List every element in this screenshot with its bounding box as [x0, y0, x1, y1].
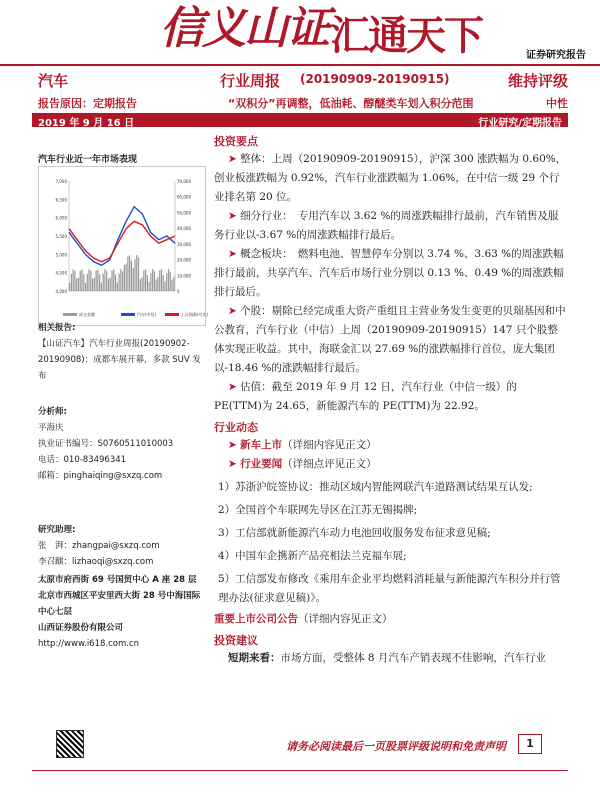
point-stocks: ➤ 个股：剔除已经完成重大资产重组且主营业务发生变更的贝瑞基因和中公教育，汽车行业（中信）上周（20190909-20190915）147 只个股整体实现正收益。其中，海联金汇以 27.69 %的涨跌幅排行首位，庞大集团以-18.46 %的涨跌幅排行最后。 [214, 305, 566, 374]
analyst-name: 平海庆 [38, 423, 64, 433]
volume-bar [85, 283, 86, 291]
volume-bar [141, 277, 142, 291]
industry-news-heading: 行业要闻 [240, 458, 283, 470]
company-name: 山西证券股份有限公司 [38, 623, 124, 633]
analyst-block [38, 404, 206, 484]
header-banner [0, 0, 600, 60]
news-item-3: 3）工信部就新能源汽车动力电池回收服务发布征求意见稿; [218, 527, 491, 539]
report-subhead-row [38, 95, 568, 113]
volume-bar [163, 275, 164, 291]
address-1: 太原市府西街 69 号国贸中心 A 座 28 层 [38, 575, 197, 585]
analyst-license: 执业证书编号：S0760511010003 [38, 439, 174, 449]
analyst-email[interactable]: 邮箱：pinghaiqing@sxzq.com [38, 471, 163, 481]
volume-bar [166, 273, 167, 291]
y-tick-right: 50,000 [177, 210, 191, 216]
slogan-right: 汇通天下 [330, 12, 482, 59]
y-tick-left: 6,500 [55, 197, 67, 203]
volume-bar [88, 269, 89, 291]
legend-swatch [121, 313, 135, 316]
y-tick-left: 5,500 [55, 234, 67, 239]
volume-bar [154, 272, 155, 291]
news-item-1: 1）苏浙沪皖签协议：推动区域内智能网联汽车道路测试结果互认发; [218, 481, 533, 493]
volume-bar [149, 282, 150, 291]
volume-bar [140, 279, 141, 291]
report-type: 行业周报 [220, 72, 281, 90]
y-tick-right: 40,000 [177, 226, 191, 232]
triangle-icon: ➤ [228, 305, 241, 317]
market-performance-chart [38, 166, 209, 326]
point-concept: ➤ 概念板块： 燃料电池、智慧停车分别以 3.74 %、3.63 %的周涨跌幅排行最前，共享汽车、汽车后市场行业分别以 0.13 %、0.49 %的周涨跌幅排行最后。 [214, 248, 564, 298]
volume-bar [126, 263, 127, 291]
company-website[interactable]: http://www.i618.com.cn [38, 639, 140, 649]
triangle-icon: ➤ [228, 153, 241, 165]
legend-label: 成交金额 [79, 312, 95, 317]
volume-bar [69, 283, 70, 291]
assistant-2[interactable]: 李召麒：lizhaoqi@sxzq.com [38, 557, 154, 567]
invest-advice-title: 投资建议 [214, 634, 258, 647]
point-overall: ➤ 整体：上周（20190909-20190915），沪深 300 涨跌幅为 0.60%，创业板涨跌幅为 0.92%，汽车行业涨跌幅为 1.06%，在中信一级 29 个行业排名第 20 位。 [214, 153, 567, 203]
y-tick-left: 5,000 [55, 252, 67, 258]
series-line [69, 221, 175, 261]
page-number: 1 [518, 734, 542, 754]
company-announce-heading: 重要上市公司公告 [214, 613, 298, 625]
new-car-heading: 新车上市 [240, 439, 283, 451]
volume-bar [78, 278, 79, 291]
triangle-icon: ➤ [228, 458, 241, 470]
research-assistants [38, 522, 206, 570]
report-reason: 报告原因：定期报告 [38, 97, 137, 110]
volume-bar [71, 274, 72, 291]
volume-bar [76, 278, 77, 291]
short-term-text: 市场方面，受整体 8 月汽车产销表现不佳影响，汽车行业 [280, 652, 546, 664]
header-divider [0, 64, 600, 66]
volume-bar [94, 278, 95, 291]
volume-bar [101, 283, 102, 291]
volume-bar [92, 279, 93, 291]
date-bar [32, 113, 568, 127]
volume-bar [127, 256, 128, 291]
volume-bar [117, 282, 118, 291]
y-tick-right: 30,000 [177, 241, 191, 247]
industry-news-line [214, 455, 568, 474]
volume-bar [164, 282, 165, 291]
volume-bar [104, 269, 105, 291]
triangle-icon: ➤ [228, 439, 241, 451]
y-tick-right: 0 [177, 289, 180, 294]
volume-bar [152, 269, 153, 291]
analyst-phone: 电话：010-83496341 [38, 455, 127, 465]
main-content [214, 132, 568, 668]
volume-bar [103, 274, 104, 291]
volume-bar [168, 269, 169, 291]
volume-bar [129, 255, 130, 291]
volume-bar [131, 261, 132, 291]
y-tick-left: 4,000 [55, 289, 67, 294]
y-tick-right: 10,000 [177, 273, 191, 279]
volume-bar [147, 275, 148, 291]
volume-bar [120, 269, 121, 291]
volume-bar [115, 275, 116, 291]
legend-label: 汽车(中信) [137, 312, 157, 317]
volume-bar [161, 270, 162, 291]
volume-bar [110, 278, 111, 291]
assistant-1[interactable]: 张 湃：zhangpai@sxzq.com [38, 541, 160, 551]
volume-bar [80, 271, 81, 291]
volume-bar [143, 270, 144, 291]
volume-bar [106, 271, 107, 291]
y-tick-left: 4,500 [55, 270, 67, 276]
sector-name: 汽车 [38, 72, 69, 90]
volume-bar [118, 273, 119, 291]
y-tick-right: 70,000 [177, 179, 191, 184]
volume-bar [90, 271, 91, 291]
triangle-icon: ➤ [228, 248, 241, 260]
related-reports [38, 320, 206, 384]
department-label: 证券研究报告 [526, 50, 586, 61]
volume-bar [156, 279, 157, 291]
rating-value: 中性 [546, 97, 568, 110]
volume-bar [171, 280, 172, 291]
volume-bar [111, 271, 112, 291]
volume-bar [96, 271, 97, 291]
triangle-icon: ➤ [228, 210, 241, 222]
volume-bar [138, 257, 139, 291]
news-item-2: 2）全国首个车联网先导区在江苏无锡揭牌; [218, 504, 418, 516]
y-tick-right: 20,000 [177, 257, 191, 263]
new-car-note: （详细内容见正文） [282, 439, 377, 451]
rating-label: 维持评级 [507, 72, 568, 90]
industry-news-note: （详细点评见正文） [282, 458, 377, 470]
short-term-para [214, 649, 568, 668]
report-category: 行业研究/定期报告 [478, 118, 562, 129]
news-item-5: 5）工信部发布修改《乘用车企业平均燃料消耗量与新能源汽车积分并行管理办法(征求意见稿)》。 [218, 573, 561, 604]
volume-bar [74, 271, 75, 291]
short-term-label: 短期来看： [228, 652, 281, 664]
volume-bar [122, 271, 123, 291]
volume-bar [133, 268, 134, 291]
volume-bar [108, 279, 109, 291]
slogan-left: 信义山证 [160, 3, 328, 54]
triangle-icon: ➤ [228, 381, 241, 393]
report-date: 2019 年 9 月 16 日 [38, 118, 135, 129]
industry-dynamics-title: 行业动态 [214, 421, 258, 434]
chart-title: 汽车行业近一年市场表现 [38, 155, 138, 165]
legend-label: 上证指数(对比) [181, 312, 209, 317]
volume-bar [73, 269, 74, 291]
invest-points-title: 投资要点 [214, 135, 258, 148]
company-announce-line [214, 610, 568, 629]
qr-code-icon [56, 730, 84, 758]
legend-swatch [165, 313, 179, 316]
volume-bar [81, 269, 82, 291]
address-2: 北京市西城区平安里西大街 28 号中海国际中心七层 [38, 591, 201, 617]
volume-bar [145, 269, 146, 291]
volume-bar [150, 273, 151, 291]
chart-svg [39, 167, 209, 325]
volume-bar [134, 259, 135, 291]
volume-bar [157, 277, 158, 291]
news-item-4: 4）中国车企携新产品亮相法兰克福车展; [218, 550, 407, 562]
point-subsector: ➤ 细分行业： 专用汽车以 3.62 %的周涨跌幅排行最前，汽车销售及服务行业以-3.67 %的周涨跌幅排行最后。 [214, 210, 559, 241]
report-meta-row [38, 70, 568, 92]
legend-swatch [63, 313, 77, 316]
related-report-link[interactable]: 【山证汽车】汽车行业周报(20190902-20190908)：成都车展开幕，多款 SUV 发布 [38, 339, 201, 381]
report-period: (20190909-20190915) [300, 72, 450, 86]
footer-disclaimer: 请务必阅读最后一页股票评级说明和免责声明 [286, 740, 506, 753]
volume-bar [99, 274, 100, 291]
company-address [38, 572, 206, 652]
research-label: 研究助理: [38, 525, 76, 535]
volume-bar [97, 269, 98, 291]
volume-bar [83, 274, 84, 291]
volume-bar [113, 269, 114, 291]
y-tick-left: 6,000 [55, 215, 67, 221]
analyst-label: 分析师: [38, 407, 67, 417]
volume-bar [136, 255, 137, 291]
y-tick-left: 7,000 [55, 179, 67, 184]
new-car-line [214, 436, 568, 455]
footer-divider [32, 770, 568, 771]
volume-bar [170, 272, 171, 291]
volume-bar [159, 270, 160, 291]
point-valuation: ➤ 估值：截至 2019 年 9 月 12 日，汽车行业（中信一级）的 PE(TTM)为 24.65，新能源汽车的 PE(TTM)为 22.92。 [214, 381, 517, 412]
related-label: 相关报告: [38, 323, 76, 333]
volume-bar [87, 274, 88, 291]
volume-bar [173, 277, 174, 291]
volume-bar [124, 265, 125, 291]
y-tick-right: 60,000 [177, 194, 191, 200]
report-headline: “双积分”再调整，低油耗、醇醚类车划入积分范围 [228, 97, 474, 110]
company-announce-note: （详细内容见正文） [298, 613, 393, 625]
